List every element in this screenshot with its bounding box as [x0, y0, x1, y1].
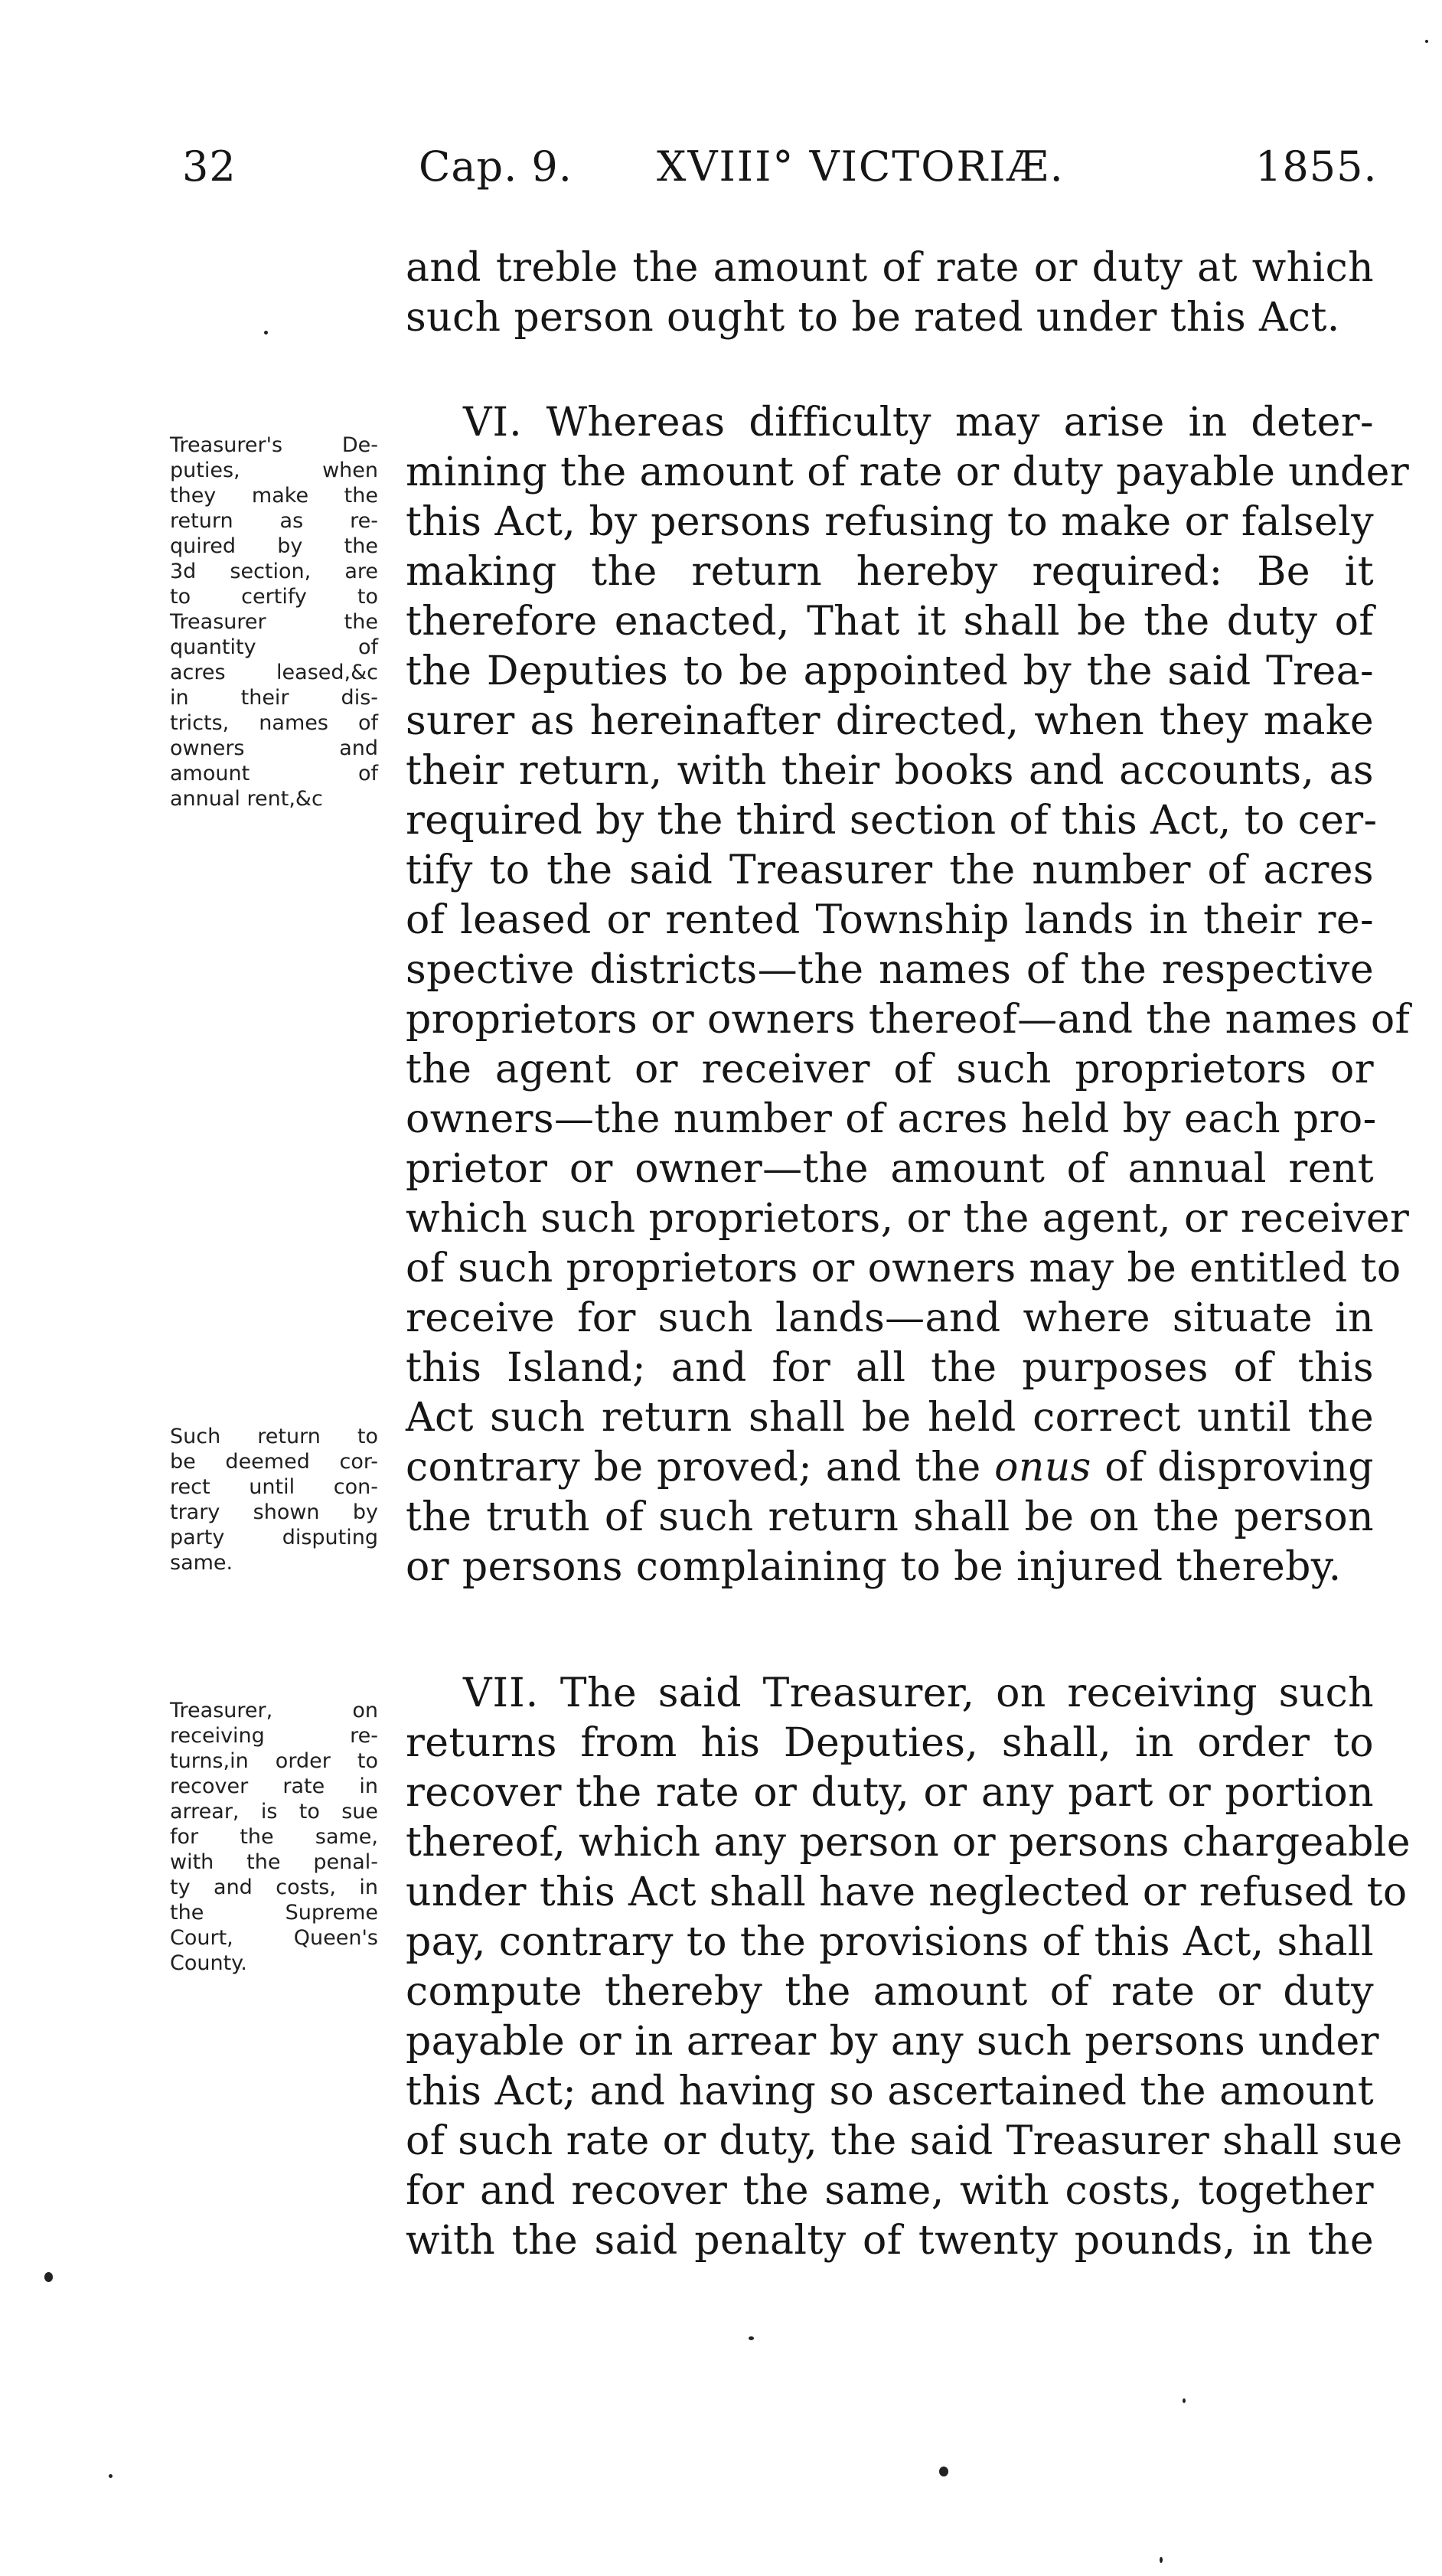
margin-line: in their dis-: [170, 686, 378, 710]
margin-line: recover rate in: [170, 1774, 378, 1798]
margin-line: quantity of: [170, 635, 378, 659]
margin-note-return-deemed-correct: [170, 1424, 378, 1575]
margin-line: same.: [170, 1551, 233, 1575]
section-number: VII.: [463, 1670, 540, 1716]
margin-line: ty and costs, in: [170, 1876, 378, 1899]
text-line: required by the third section of this Act, to cer-: [406, 798, 1378, 844]
scan-speck: [939, 2467, 948, 2476]
section-vii: [406, 1669, 1411, 2266]
italic-term: onus: [994, 1445, 1091, 1490]
text-line: [406, 1669, 1374, 1719]
text-line: of such proprietors or owners may be entitled to: [406, 1246, 1401, 1291]
margin-line: Court, Queen's: [170, 1926, 378, 1950]
margin-line: party disputing: [170, 1526, 378, 1549]
text-line: returns from his Deputies, shall, in order to: [406, 1720, 1374, 1766]
page-number: 32: [182, 142, 237, 191]
text-line: for and recover the same, with costs, together: [406, 2168, 1374, 2214]
scan-speck: [749, 2336, 754, 2340]
margin-line: the Supreme: [170, 1901, 378, 1925]
margin-line: rect until con-: [170, 1475, 378, 1499]
text-line: the agent or receiver of such proprietors or: [406, 1046, 1374, 1092]
margin-line: acres leased,&c: [170, 661, 378, 684]
margin-line: trary shown by: [170, 1500, 378, 1524]
section-number: VI.: [463, 400, 523, 446]
text-line: owners—the number of acres held by each pro-: [406, 1096, 1377, 1142]
running-title: XVIII° VICTORIÆ.: [657, 142, 1065, 191]
scan-speck: [1425, 40, 1428, 43]
text-line: [406, 398, 1374, 448]
text-line: the truth of such return shall be on the person: [406, 1494, 1374, 1540]
text-line: prietor or owner—the amount of annual rent: [406, 1146, 1374, 1192]
scan-speck: [1183, 2398, 1186, 2403]
text-line: of such rate or duty, the said Treasurer shall sue: [406, 2118, 1403, 2164]
margin-line: receiving re-: [170, 1724, 378, 1748]
text-line: therefore enacted, That it shall be the duty of: [406, 599, 1374, 645]
text-line: making the return hereby required: Be it: [406, 549, 1374, 595]
scan-speck: [44, 2272, 53, 2282]
text-line: such person ought to be rated under this Act.: [406, 295, 1340, 341]
margin-line: for the same,: [170, 1825, 378, 1849]
scan-speck: [109, 2474, 113, 2478]
margin-line: with the penal-: [170, 1850, 378, 1874]
header-year: 1855.: [1255, 142, 1378, 191]
continuation-paragraph: [406, 243, 1374, 343]
scan-speck: [264, 331, 268, 335]
text-fragment: contrary be proved; and the: [406, 1445, 981, 1490]
text-line: under this Act shall have neglected or refused to: [406, 1869, 1408, 1915]
margin-note-treasurers-deputies: [170, 433, 378, 811]
text-line: surer as hereinafter directed, when they make: [406, 698, 1374, 744]
margin-line: Such return to: [170, 1425, 378, 1448]
text-line: proprietors or owners thereof—and the names of: [406, 997, 1411, 1043]
text-line: this Island; and for all the purposes of this: [406, 1345, 1374, 1391]
text-line: payable or in arrear by any such persons under: [406, 2019, 1379, 2065]
text-line: this Act; and having so ascertained the amount: [406, 2068, 1374, 2114]
text-line: this Act, by persons refusing to make or falsely: [406, 499, 1374, 545]
margin-line: puties, when: [170, 459, 378, 482]
text-fragment: Whereas difficulty may arise in deter-: [546, 400, 1374, 446]
margin-line: arrear, is to sue: [170, 1800, 378, 1823]
section-vi: [406, 398, 1411, 1592]
text-line: of leased or rented Township lands in their re-: [406, 897, 1374, 943]
text-line: pay, contrary to the provisions of this Act, shall: [406, 1919, 1374, 1965]
text-line: with the said penalty of twenty pounds, in the: [406, 2218, 1374, 2264]
margin-line: owners and: [170, 736, 378, 760]
margin-note-treasurer-to-sue: [170, 1698, 378, 1976]
margin-line: tricts, names of: [170, 711, 378, 735]
margin-line: turns,in order to: [170, 1749, 378, 1773]
text-line: and treble the amount of rate or duty at which: [406, 245, 1374, 291]
text-line: their return, with their books and accounts, as: [406, 748, 1374, 794]
margin-line: Treasurer, on: [170, 1699, 378, 1722]
text-fragment: The said Treasurer, on receiving such: [560, 1670, 1375, 1716]
text-line: recover the rate or duty, or any part or portion: [406, 1770, 1374, 1816]
margin-line: Treasurer the: [170, 610, 378, 634]
margin-line: quired by the: [170, 534, 378, 558]
margin-line: 3d section, are: [170, 560, 378, 583]
text-line: spective districts—the names of the respective: [406, 947, 1374, 993]
scan-speck: [1160, 2557, 1163, 2563]
margin-line: return as re-: [170, 509, 378, 533]
margin-line: Treasurer's De-: [170, 433, 378, 457]
margin-line: be deemed cor-: [170, 1450, 378, 1474]
text-line: the Deputies to be appointed by the said Trea-: [406, 648, 1374, 694]
margin-line: County.: [170, 1951, 247, 1975]
chapter-label: Cap. 9.: [419, 142, 573, 191]
text-line: [406, 1443, 1374, 1493]
text-line: or persons complaining to be injured thereby.: [406, 1544, 1342, 1590]
margin-line: to certify to: [170, 585, 378, 609]
text-line: Act such return shall be held correct until the: [406, 1395, 1374, 1441]
text-line: thereof, which any person or persons chargeable: [406, 1820, 1411, 1866]
text-line: which such proprietors, or the agent, or receiver: [406, 1196, 1410, 1242]
text-line: receive for such lands—and where situate in: [406, 1295, 1374, 1341]
margin-line: amount of: [170, 762, 378, 785]
text-line: tify to the said Treasurer the number of acres: [406, 847, 1374, 893]
margin-line: they make the: [170, 484, 378, 508]
text-fragment: of disproving: [1104, 1445, 1374, 1490]
text-line: compute thereby the amount of rate or duty: [406, 1969, 1374, 2015]
text-line: mining the amount of rate or duty payable under: [406, 449, 1410, 495]
margin-line: annual rent,&c: [170, 787, 323, 811]
